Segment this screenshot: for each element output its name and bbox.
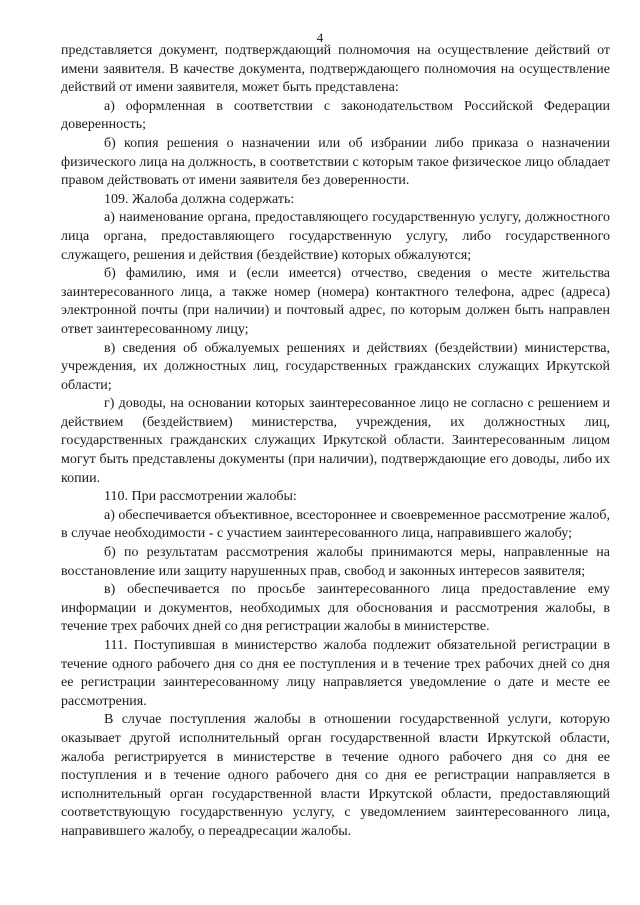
paragraph-item-a-power-of-attorney: а) оформленная в соответствии с законодательством Российской Федерации доверенность; [61,98,610,133]
paragraph-110-heading: 110. При рассмотрении жалобы: [104,489,297,505]
page-number: 4 [316,30,324,45]
paragraph-111: 111. Поступившая в министерство жалоба подлежит обязательной регистрации в течение одного рабочего дня со дня ее поступления и в течение трех рабочих дней со дня ее регистрации заинтересованному лицу направляется уведомление о дате и месте ее рассмотрения. [61,638,610,709]
paragraph-110-item-v: в) обеспечивается по просьбе заинтересованного лица предоставление ему информации и документов, необходимых для обоснования и рассмотрения жалобы, в течение трех рабочих дней со дня регистрации жалобы в министерстве. [61,582,610,635]
paragraph-109-item-g: г) доводы, на основании которых заинтересованное лицо не согласно с решением и действием (бездействием) министерства, учреждения, их должностных лиц, государственных гражданских служащих Иркутской области. Заинтересованным лицом могут быть представлены документы (при наличии), подтверждающие его доводы, либо их копии. [61,396,610,486]
paragraph-110-item-b: б) по результатам рассмотрения жалобы принимаются меры, направленные на восстановление или защиту нарушенных прав, свобод и законных интересов заявителя; [61,545,610,579]
document-body [61,42,610,842]
paragraph-continuation: представляется документ, подтверждающий полномочия на осуществление действий от имени заявителя. В качестве документа, подтверждающего полномочия на осуществление действий от имени заявителя, может быть представлена: [61,43,610,96]
paragraph-109-item-b: б) фамилию, имя и (если имеется) отчество, сведения о месте жительства заинтересованного лица, а также номер (номера) контактного телефона, адрес (адреса) электронной почты (при наличии) и почтовый адрес, по которым должен быть направлен ответ заинтересованному лицу; [61,266,610,337]
paragraph-109-item-a: а) наименование органа, предоставляющего государственную услугу, должностного лица органа, предоставляющего государственную услугу, либо государственного служащего, решения и действия (бездействие) которых обжалуются; [61,210,610,263]
paragraph-109-heading: 109. Жалоба должна содержать: [104,191,295,207]
paragraph-item-b-appointment-copy: б) копия решения о назначении или об избрании либо приказа о назначении физического лица на должность, в соответствии с которым такое физическое лицо обладает правом действовать от имени заявителя без доверенности. [61,135,610,189]
paragraph-109-item-v: в) сведения об обжалуемых решениях и действиях (бездействии) министерства, учреждения, их должностных лиц, государственных гражданских служащих Иркутской области; [61,340,610,393]
paragraph-111-redirect: В случае поступления жалобы в отношении государственной услуги, которую оказывает другой исполнительный орган государственной власти Иркутской области, жалоба регистрируется в министерстве в течение одного рабочего дня со дня ее поступления и в течение одного рабочего дня со дня ее регистрации направляется в исполнительный орган государственной власти Иркутской области, предоставляющий соответствующую государственную услугу, с уведомлением заинтересованного лица, направившего жалобу, о переадресации жалобы. [61,712,610,839]
paragraph-110-item-a: а) обеспечивается объективное, всестороннее и своевременное рассмотрение жалоб, в случае необходимости - с участием заинтересованного лица, направившего жалобу; [61,507,610,542]
